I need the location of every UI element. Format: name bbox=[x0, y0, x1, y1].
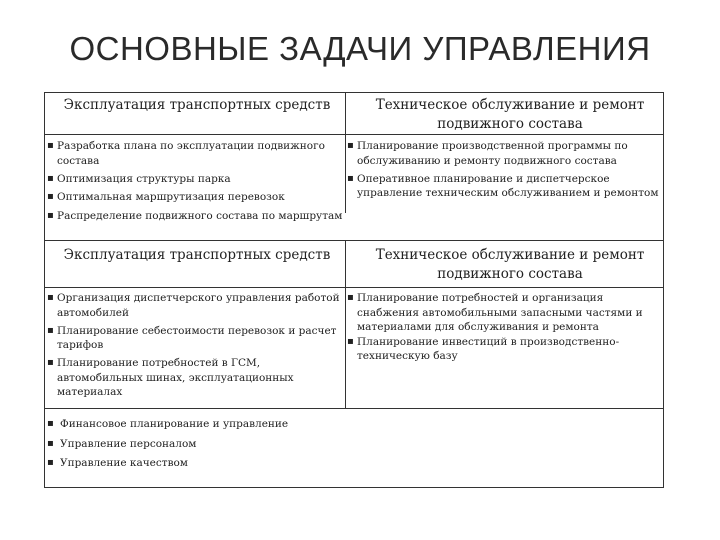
section1-header-divider bbox=[44, 134, 664, 135]
section1-left-list bbox=[46, 139, 342, 208]
list-item: ▪ Управление персоналом bbox=[47, 437, 197, 450]
list-item: ▪ Планирование инвестиций в производственно-техническую базу bbox=[347, 335, 620, 362]
bullet-icon: ▪ bbox=[347, 335, 354, 347]
list-item: ▪ Управление качеством bbox=[47, 457, 188, 469]
section2-header-divider bbox=[44, 287, 664, 288]
bullet-icon: ▪ bbox=[47, 324, 54, 336]
section2-bottom-divider bbox=[44, 408, 664, 409]
bullet-icon: ▪ bbox=[47, 292, 54, 303]
bullet-icon: ▪ bbox=[47, 418, 54, 429]
list-item: ▪ Планирование себестоимости перевозок и расчет тарифов bbox=[47, 324, 337, 351]
section1-left-list-extended bbox=[46, 209, 366, 227]
section2-right-list bbox=[346, 291, 662, 364]
section3-list bbox=[46, 417, 646, 476]
list-item: ▪ Планирование потребностей в ГСМ, автомобильных шинах, эксплуатационных материалах bbox=[47, 357, 294, 398]
bullet-icon: ▪ bbox=[47, 210, 54, 221]
list-item: ▪ Разработка плана по эксплуатации подвижного состава bbox=[47, 140, 325, 167]
list-item: ▪ Финансовое планирование и управление bbox=[47, 418, 289, 430]
list-item: ▪ Организация диспетчерского управления работой автомобилей bbox=[47, 292, 340, 319]
bullet-icon: ▪ bbox=[47, 457, 54, 468]
section2-right-header: Техническое обслуживание и ремонт подвижного состава bbox=[375, 247, 645, 282]
section1-right-header: Техническое обслуживание и ремонт подвижного состава bbox=[375, 97, 645, 132]
page-title: ОСНОВНЫЕ ЗАДАЧИ УПРАВЛЕНИЯ bbox=[69, 30, 651, 67]
section1-left-header: Эксплуатация транспортных средств bbox=[63, 97, 331, 113]
bullet-icon: ▪ bbox=[347, 140, 354, 151]
bullet-icon: ▪ bbox=[47, 357, 54, 368]
bullet-icon: ▪ bbox=[47, 190, 54, 202]
list-item: ▪ Оперативное планирование и диспетчерское управление техническим обслуживанием и ремонтом bbox=[347, 172, 659, 199]
bullet-icon: ▪ bbox=[47, 172, 54, 184]
section2-left-list bbox=[46, 291, 344, 403]
list-item: ▪ Распределение подвижного состава по маршрутам bbox=[47, 210, 343, 222]
section2-left-header: Эксплуатация транспортных средств bbox=[63, 247, 331, 263]
bullet-icon: ▪ bbox=[347, 292, 354, 303]
bullet-icon: ▪ bbox=[347, 172, 354, 184]
list-item: ▪ Планирование потребностей и организация снабжения автомобильными запасными частями и материалами для обслуживания и ремонта bbox=[347, 292, 643, 333]
list-item: ▪ Планирование производственной программы по обслуживанию и ремонту подвижного состава bbox=[347, 140, 628, 167]
section1-bottom-divider bbox=[44, 240, 664, 241]
section1-right-list bbox=[346, 139, 662, 204]
bullet-icon: ▪ bbox=[47, 140, 54, 151]
bullet-icon: ▪ bbox=[47, 437, 54, 449]
list-item: ▪ Оптимальная маршрутизация перевозок bbox=[47, 190, 285, 203]
list-item: ▪ Оптимизация структуры парка bbox=[47, 172, 231, 185]
